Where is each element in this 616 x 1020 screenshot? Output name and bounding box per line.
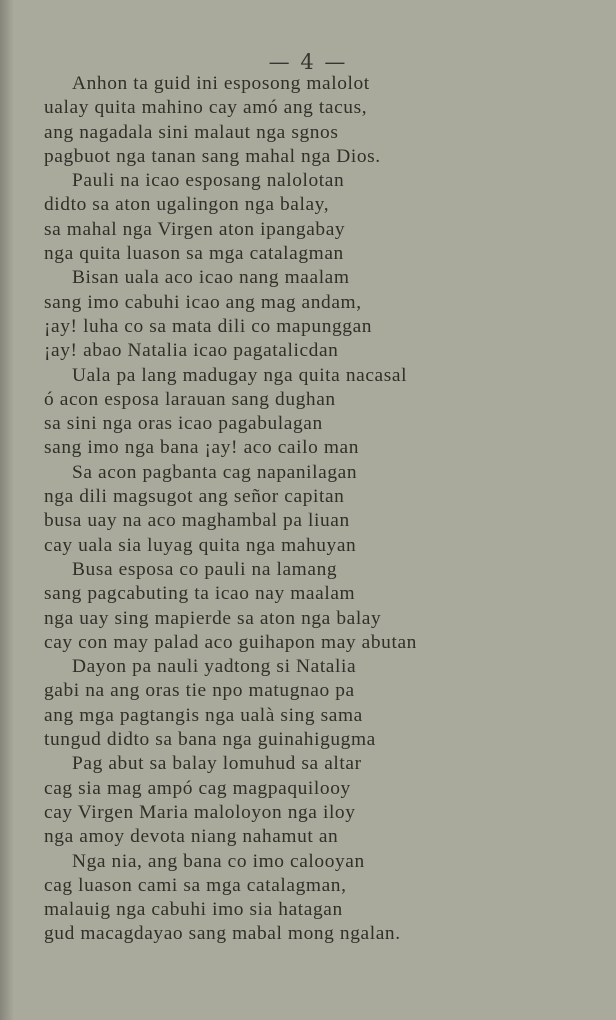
text-line: Pauli na icao esposang nalolotan xyxy=(72,170,345,192)
text-line: malauig nga cabuhi imo sia hatagan xyxy=(44,899,343,921)
text-line: nga uay sing mapierde sa aton nga balay xyxy=(44,607,382,629)
text-line: sang imo cabuhi icao ang mag andam, xyxy=(44,291,362,313)
text-line: busa uay na aco maghambal pa liuan xyxy=(44,510,350,532)
text-line: Anhon ta guid ini esposong malolot xyxy=(72,73,370,94)
text-line: sang pagcabuting ta icao nay maalam xyxy=(44,583,356,605)
text-line: cay Virgen Maria maloloyon nga iloy xyxy=(44,801,356,823)
text-line: gabi na ang oras tie npo matugnao pa xyxy=(44,680,355,702)
text-line: ¡ay! luha co sa mata dili co mapunggan xyxy=(44,315,373,337)
text-line: sang imo nga bana ¡ay! aco cailo man xyxy=(44,437,360,459)
text-line: Dayon pa nauli yadtong si Natalia xyxy=(72,656,357,678)
text-line: ang mga pagtangis nga ualà sing sama xyxy=(44,704,363,726)
text-line: Nga nia, ang bana co imo calooyan xyxy=(72,850,365,872)
text-line: Sa acon pagbanta cag napanilagan xyxy=(72,461,358,483)
text-line: gud macagdayao sang mabal mong ngalan. xyxy=(44,923,401,945)
text-line: ó acon esposa larauan sang dughan xyxy=(44,388,336,410)
text-line: pagbuot nga tanan sang mahal nga Dios. xyxy=(44,145,381,167)
text-line: Busa esposa co pauli na lamang xyxy=(72,558,338,580)
poem-text xyxy=(44,72,592,947)
text-line: ang nagadala sini malaut nga sgnos xyxy=(44,121,339,143)
text-line: cag luason cami sa mga catalagman, xyxy=(44,874,347,896)
text-line: nga quita luason sa mga catalagman xyxy=(44,243,344,265)
text-line: Bisan uala aco icao nang maalam xyxy=(72,267,350,289)
text-line: Uala pa lang madugay nga quita nacasal xyxy=(72,364,408,386)
page-edge-shadow xyxy=(0,0,14,1020)
text-line: nga amoy devota niang nahamut an xyxy=(44,826,339,848)
text-line: nga dili magsugot ang señor capitan xyxy=(44,486,345,508)
text-line: didto sa aton ugalingon nga balay, xyxy=(44,194,330,216)
text-line: cay con may palad aco guihapon may abutan xyxy=(44,631,417,653)
text-line: cag sia mag ampó cag magpaquilooy xyxy=(44,777,351,799)
text-line: Pag abut sa balay lomuhud sa altar xyxy=(72,753,362,775)
text-line: ualay quita mahino cay amó ang tacus, xyxy=(44,97,368,119)
text-line: tungud didto sa bana nga guinahigugma xyxy=(44,729,376,751)
text-line: ¡ay! abao Natalia icao pagatalicdan xyxy=(44,340,339,362)
page-number: — 4 — xyxy=(268,50,348,74)
text-line: cay uala sia luyag quita nga mahuyan xyxy=(44,534,357,556)
text-line: sa mahal nga Virgen aton ipangabay xyxy=(44,218,346,240)
text-line: sa sini nga oras icao pagabulagan xyxy=(44,413,323,435)
